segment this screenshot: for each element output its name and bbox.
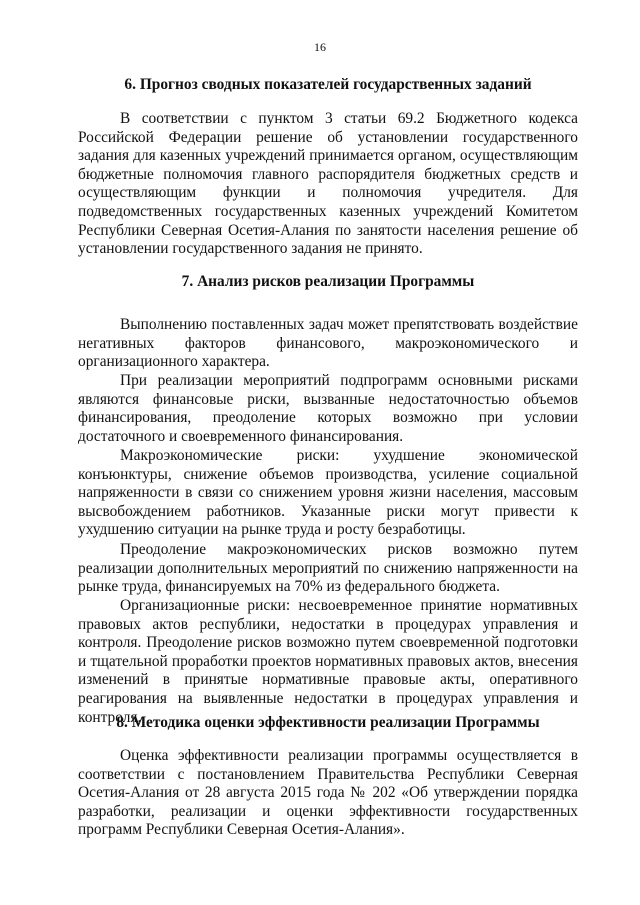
- section-7-paragraph-1: Выполнению поставленных задач может препятствовать воздействие негативных факторов финансового, макроэкономического и организационного характера.: [78, 316, 578, 371]
- section-7-paragraph-5: Организационные риски: несвоевременное принятие нормативных правовых актов республики, недостатки в процедурах управления и контроля. Преодоление рисков возможно путем своевременной подготовки и тщательной проработки проектов нормативных правовых актов, внесения изменений в принятые нормативные правовые акты, оперативного реагирования на выявленные недостатки в процедурах управления и контроля.: [78, 597, 578, 726]
- section-7-paragraph-3: Макроэкономические риски: ухудшение экономической конъюнктуры, снижение объемов производства, усиление социальной напряженности в связи со снижением уровня жизни населения, массовым высвобождением работников. Указанные риски могут привести к ухудшению ситуации на рынке труда и росту безработицы.: [78, 447, 578, 539]
- section-6-heading: 6. Прогноз сводных показателей государственных заданий: [124, 76, 532, 93]
- page-number: 16: [314, 40, 326, 54]
- section-7-heading: 7. Анализ рисков реализации Программы: [181, 273, 475, 290]
- section-8-heading: 8. Методика оценки эффективности реализации Программы: [116, 714, 540, 731]
- section-7-paragraph-2: При реализации мероприятий подпрограмм основными рисками являются финансовые риски, вызванные недостаточностью объемов финансирования, преодоление которых возможно при условии достаточного и своевременного финансирования.: [78, 372, 578, 445]
- section-7-paragraph-4: Преодоление макроэкономических рисков возможно путем реализации дополнительных мероприятий по снижению напряженности на рынке труда, финансируемых на 70% из федерального бюджета.: [78, 541, 578, 596]
- section-6-paragraph-1: В соответствии с пунктом 3 статьи 69.2 Бюджетного кодекса Российской Федерации решение об установлении государственного задания для казенных учреждений принимается органом, осуществляющим бюджетные полномочия главного распорядителя бюджетных средств и осуществляющим функции и полномочия учредителя. Для подведомственных государственных казенных учреждений Комитетом Республики Северная Осетия-Алания по занятости населения решение об установлении государственного задания не принято.: [78, 110, 578, 258]
- section-8-paragraph-1: Оценка эффективности реализации программы осуществляется в соответствии с постановлением Правительства Республики Северная Осетия-Алания от 28 августа 2015 года № 202 «Об утверждении порядка разработки, реализации и оценки эффективности государственных программ Республики Северная Осетия-Алания».: [78, 747, 578, 839]
